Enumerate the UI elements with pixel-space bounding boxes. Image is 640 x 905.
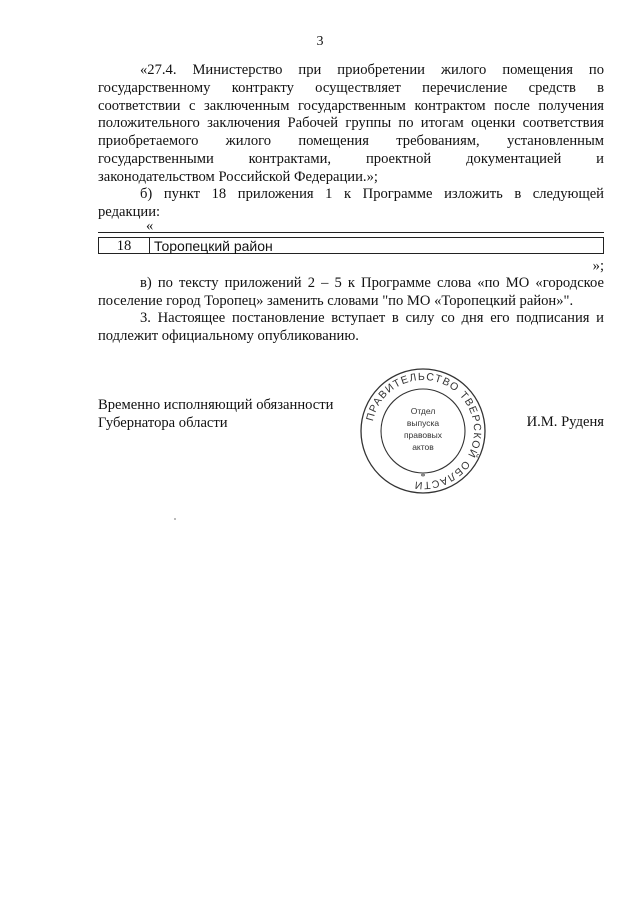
paragraph-line: 3. Настоящее постановление вступает в силу со дня его подписания и	[140, 310, 604, 326]
paragraph-item-v	[98, 275, 604, 311]
stamp-star-icon: *	[420, 472, 426, 483]
page-number: 3	[316, 34, 324, 49]
paragraph-27-4	[98, 62, 604, 187]
signatory-name: И.М. Руденя	[526, 414, 604, 430]
paragraph-line: приобретаемого жилого помещения требованиям, установленным	[98, 133, 604, 150]
paragraph-item-b	[98, 186, 604, 222]
stamp-center-line: Отдел	[410, 406, 436, 416]
opening-quote: «	[146, 218, 154, 234]
paragraph-3	[98, 310, 604, 346]
scan-speck	[174, 518, 176, 520]
amendment-table-row	[98, 237, 604, 254]
table-cell-number: 18	[99, 238, 150, 253]
paragraph-line: б) пункт 18 приложения 1 к Программе изложить в следующей	[140, 186, 604, 202]
stamp-center-line: правовых	[403, 430, 443, 440]
paragraph-line: положительного заключения Рабочей группы по итогам оценки соответствия	[98, 115, 604, 132]
paragraph-line: соответствии с заключенным государственным контрактом после получения	[98, 97, 604, 114]
table-top-rule	[98, 232, 604, 233]
signatory-position-line: Временно исполняющий обязанности	[98, 397, 334, 413]
closing-quote: »;	[592, 258, 604, 274]
stamp-center-line: выпуска	[406, 418, 440, 428]
paragraph-line: «27.4. Министерство при приобретении жилого помещения по	[140, 62, 604, 78]
paragraph-line: поселение город Торопец» заменить словами "по МО «Торопецкий район»".	[98, 292, 574, 309]
table-cell-name: Торопецкий район	[154, 238, 273, 254]
signatory-position-line: Губернатора области	[98, 414, 228, 431]
paragraph-line: редакции:	[98, 203, 161, 220]
stamp-ring-text-path: ПРАВИТЕЛЬСТВО ТВЕРСКОЙ ОБЛАСТИ	[364, 370, 484, 492]
paragraph-line: законодательством Российской Федерации.»;	[98, 168, 378, 185]
paragraph-line: в) по тексту приложений 2 – 5 к Программе слова «по МО «городское	[140, 275, 604, 291]
paragraph-line: подлежит официальному опубликованию.	[98, 327, 359, 344]
paragraph-line: государственными контрактами, проектной документацией и	[98, 150, 604, 167]
stamp-center-line: актов	[412, 442, 434, 452]
official-seal-stamp	[358, 366, 488, 496]
signatory-position	[98, 397, 333, 433]
paragraph-line: государственному контракту осуществляет перечисление средств в	[98, 79, 604, 96]
